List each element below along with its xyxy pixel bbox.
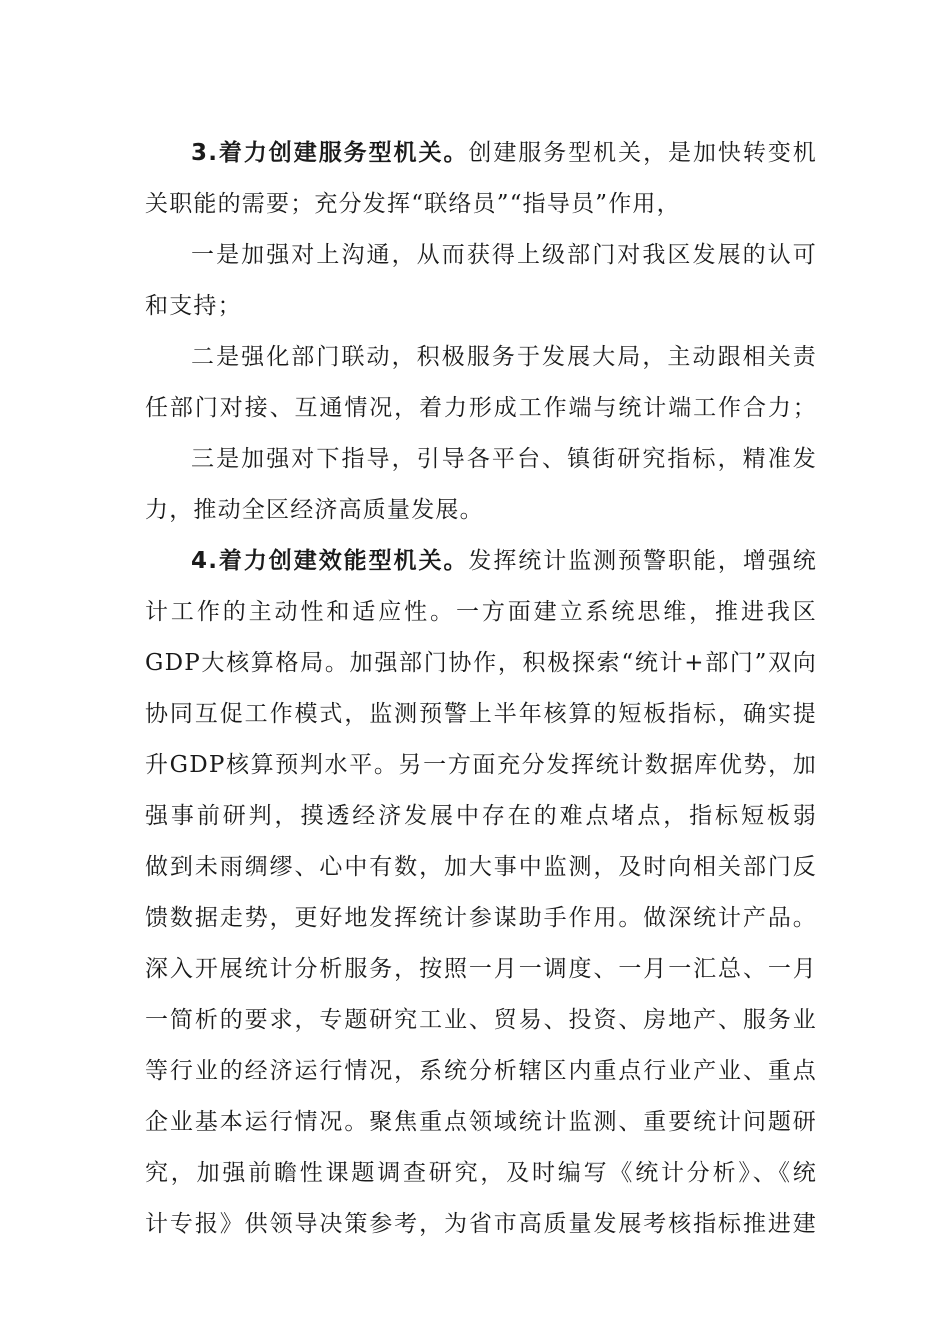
paragraph-text: 发挥统计监测预警职能，增强统 bbox=[468, 548, 817, 574]
item-3-line-1: 三是加强对下指导，引导各平台、镇街研究指标，精准发 bbox=[191, 446, 817, 472]
paragraph-4-line-11: 等行业的经济运行情况，系统分析辖区内重点行业产业、重点 bbox=[145, 1058, 817, 1084]
paragraph-4-line-4: 协同互促工作模式，监测预警上半年核算的短板指标，确实提 bbox=[145, 701, 817, 727]
paragraph-4-line-12: 企业基本运行情况。聚焦重点领域统计监测、重要统计问题研 bbox=[145, 1109, 817, 1135]
item-3-line-2: 力，推动全区经济高质量发展。 bbox=[145, 497, 484, 523]
paragraph-4-line-14: 计专报》供领导决策参考，为省市高质量发展考核指标推进建 bbox=[145, 1211, 817, 1237]
paragraph-4-line-7: 做到未雨绸缪、心中有数，加大事中监测，及时向相关部门反 bbox=[145, 854, 817, 880]
paragraph-3-line-2: 关职能的需要；充分发挥“联络员”“指导员”作用， bbox=[145, 191, 681, 217]
paragraph-text: 创建服务型机关，是加快转变机 bbox=[468, 140, 817, 166]
item-2-line-2: 任部门对接、互通情况，着力形成工作端与统计端工作合力； bbox=[145, 395, 817, 421]
paragraph-4-line-6: 强事前研判，摸透经济发展中存在的难点堵点，指标短板弱 bbox=[145, 803, 817, 829]
paragraph-4-line-5: 升GDP核算预判水平。另一方面充分发挥统计数据库优势，加 bbox=[145, 752, 817, 778]
paragraph-4-line-3: GDP大核算格局。加强部门协作，积极探索“统计+部门”双向 bbox=[145, 650, 817, 676]
paragraph-4-line-10: 一简析的要求，专题研究工业、贸易、投资、房地产、服务业 bbox=[145, 1007, 817, 1033]
paragraph-4-line-8: 馈数据走势，更好地发挥统计参谋助手作用。做深统计产品。 bbox=[145, 905, 817, 931]
item-1-line-2: 和支持； bbox=[145, 293, 242, 319]
paragraph-4-line-2: 计工作的主动性和适应性。一方面建立系统思维，推进我区 bbox=[145, 599, 817, 625]
item-2-line-1: 二是强化部门联动，积极服务于发展大局，主动跟相关责 bbox=[191, 344, 817, 370]
section-heading-4: 4.着力创建效能型机关。 bbox=[191, 548, 469, 574]
paragraph-4-line-9: 深入开展统计分析服务，按照一月一调度、一月一汇总、一月 bbox=[145, 956, 817, 982]
document-body bbox=[145, 128, 817, 1250]
item-1-line-1: 一是加强对上沟通，从而获得上级部门对我区发展的认可 bbox=[191, 242, 817, 268]
paragraph-4-line-1 bbox=[145, 536, 817, 587]
paragraph-3-line-1 bbox=[145, 128, 817, 179]
paragraph-4-line-13: 究，加强前瞻性课题调查研究，及时编写《统计分析》、《统 bbox=[145, 1160, 817, 1186]
section-heading-3: 3.着力创建服务型机关。 bbox=[191, 140, 469, 166]
